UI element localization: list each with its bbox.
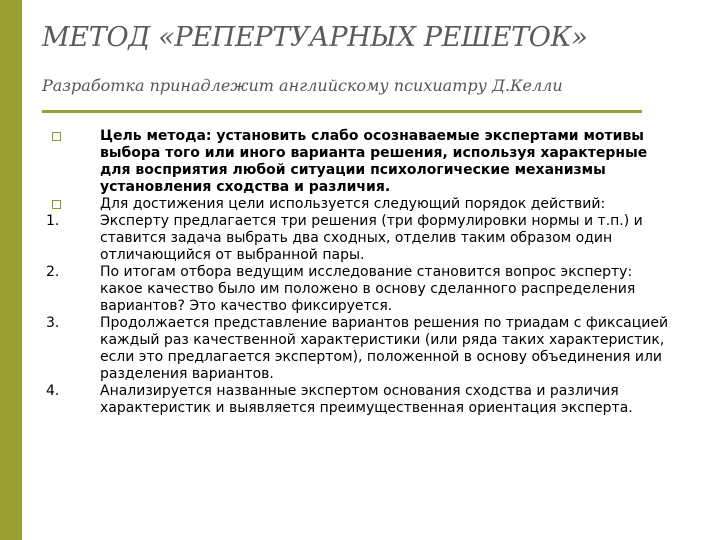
slide-body: [46, 128, 678, 417]
list-item-step-4: [46, 383, 678, 417]
accent-side-bar: [0, 0, 22, 540]
list-item-text: Для достижения цели используется следующий порядок действий:: [100, 196, 606, 212]
list-item-goal: [46, 128, 678, 196]
list-item-text: Эксперту предлагается три решения (три формулировки нормы и т.п.) и ставится задача выбрать два сходных, отделив таким образом один отличающийся от выбранной пары.: [100, 213, 643, 263]
list-item-text: Цель метода: установить слабо осознаваемые экспертами мотивы выбора того или иного варианта решения, используя характерные для восприятия любой ситуации психологические механизмы установления сходства и различия.: [100, 128, 648, 195]
square-bullet-icon: [52, 132, 61, 141]
list-item-number: 4.: [46, 383, 60, 399]
list-item-step-3: [46, 315, 678, 383]
list-item-number: 1.: [46, 213, 60, 229]
slide-subtitle: Разработка принадлежит английскому психиатру Д.Келли: [42, 76, 563, 95]
square-bullet-icon: [52, 200, 61, 209]
list-item-text: Анализируется названные экспертом основания сходства и различия характеристик и выявляется преимущественная ориентация эксперта.: [100, 383, 633, 416]
slide-title: МЕТОД «РЕПЕРТУАРНЫХ РЕШЕТОК»: [42, 22, 588, 53]
list-item-text: По итогам отбора ведущим исследование становится вопрос эксперту: какое качество было им положено в основу сделанного распределения вариантов? Это качество фиксируется.: [100, 264, 636, 314]
list-item-procedure: [46, 196, 678, 213]
list-item-text: Продолжается представление вариантов решения по триадам с фиксацией каждый раз качественной характеристики (или ряда таких характеристик, если это предлагается экспертом), положенной в основу объединения или разделения вариантов.: [100, 315, 669, 382]
list-item-step-2: [46, 264, 678, 315]
title-divider: [42, 110, 642, 113]
list-item-number: 3.: [46, 315, 60, 331]
list-item-number: 2.: [46, 264, 60, 280]
list-item-step-1: [46, 213, 678, 264]
